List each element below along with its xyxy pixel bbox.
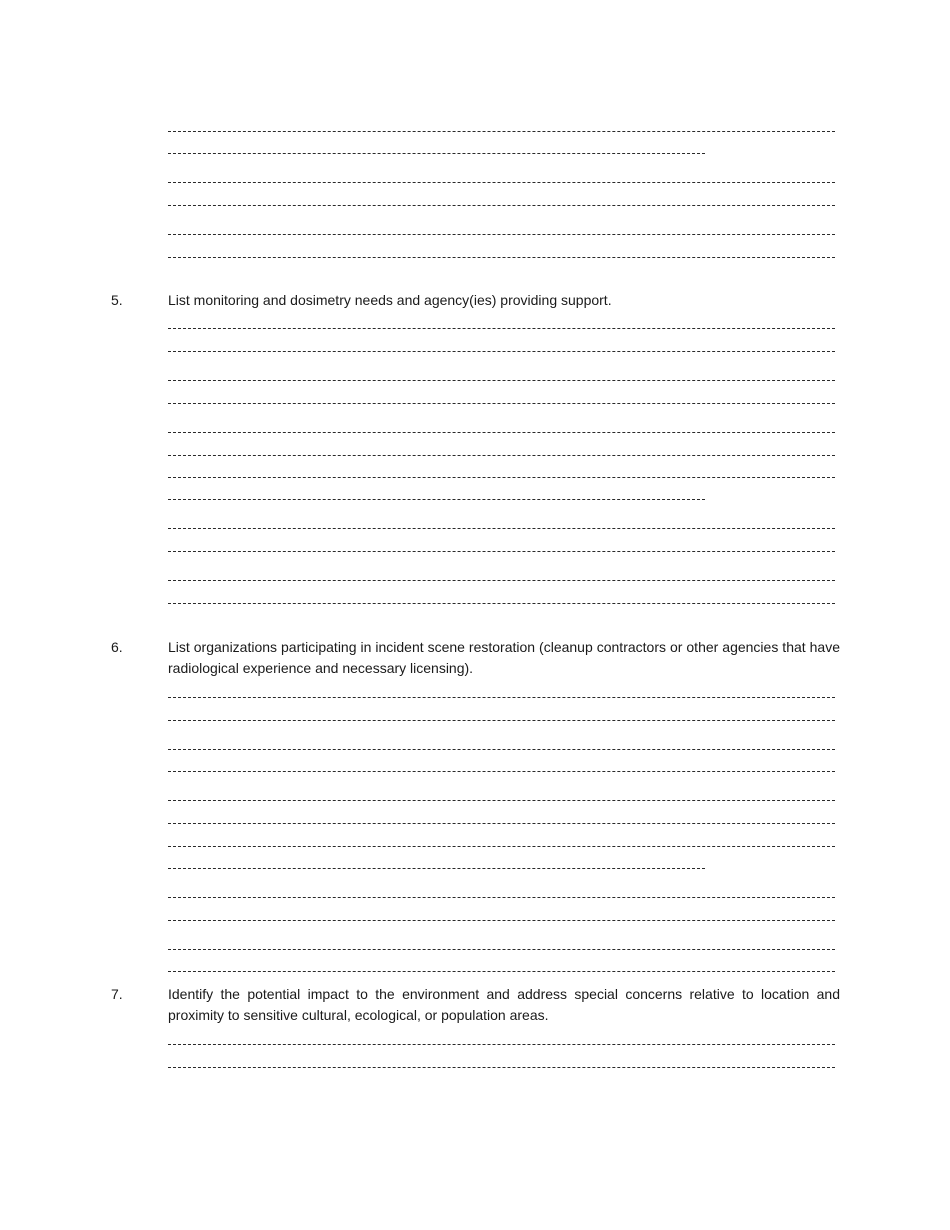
- answer-line[interactable]: [168, 897, 835, 898]
- answer-line[interactable]: [168, 846, 835, 847]
- answer-line[interactable]: [168, 1044, 835, 1045]
- answer-line[interactable]: [168, 182, 835, 183]
- answer-line[interactable]: [168, 771, 835, 772]
- answer-line[interactable]: [168, 432, 835, 433]
- question-number: 6.: [111, 639, 123, 655]
- answer-line[interactable]: [168, 551, 835, 552]
- answer-line[interactable]: [168, 131, 835, 132]
- answer-line[interactable]: [168, 328, 835, 329]
- answer-line[interactable]: [168, 403, 835, 404]
- answer-line[interactable]: [168, 823, 835, 824]
- question-number: 7.: [111, 986, 123, 1002]
- answer-line[interactable]: [168, 697, 835, 698]
- question-text: Identify the potential impact to the environment and address special concerns relative to location and proximity to sensitive cultural, ecological, or population areas.: [168, 986, 840, 1023]
- answer-line[interactable]: [168, 971, 835, 972]
- answer-line[interactable]: [168, 153, 705, 154]
- answer-line[interactable]: [168, 800, 835, 801]
- answer-line[interactable]: [168, 720, 835, 721]
- answer-line[interactable]: [168, 234, 835, 235]
- question-text: List organizations participating in incident scene restoration (cleanup contractors or other agencies that have radiological experience and necessary licensing).: [168, 639, 840, 676]
- answer-line[interactable]: [168, 455, 835, 456]
- answer-line[interactable]: [168, 477, 835, 478]
- answer-line[interactable]: [168, 205, 835, 206]
- question-number: 5.: [111, 292, 123, 308]
- answer-line[interactable]: [168, 380, 835, 381]
- answer-line[interactable]: [168, 1067, 835, 1068]
- answer-line[interactable]: [168, 580, 835, 581]
- answer-line[interactable]: [168, 868, 705, 869]
- answer-line[interactable]: [168, 499, 705, 500]
- answer-line[interactable]: [168, 949, 835, 950]
- answer-line[interactable]: [168, 603, 835, 604]
- answer-line[interactable]: [168, 749, 835, 750]
- answer-line[interactable]: [168, 351, 835, 352]
- answer-line[interactable]: [168, 528, 835, 529]
- question-text: List monitoring and dosimetry needs and agency(ies) providing support.: [168, 292, 612, 308]
- answer-line[interactable]: [168, 257, 835, 258]
- answer-line[interactable]: [168, 920, 835, 921]
